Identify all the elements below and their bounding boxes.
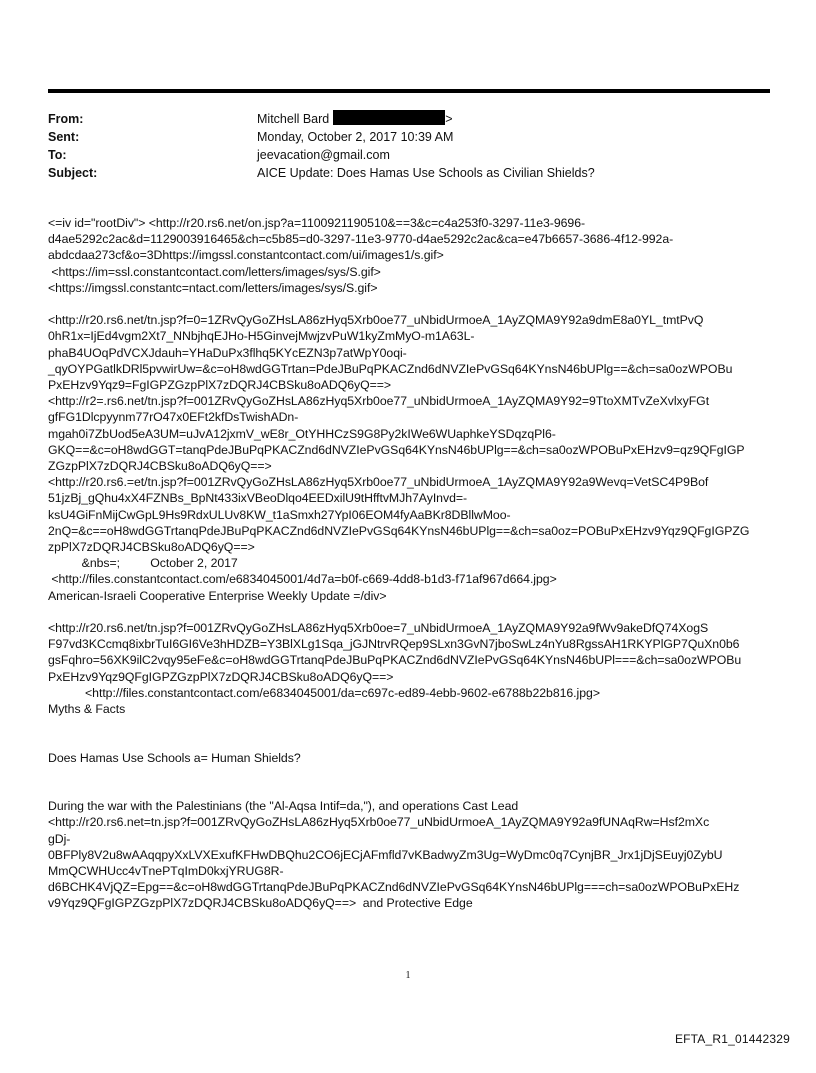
body-line: 0BFPly8V2u8wAAqqpyXxLVXExufKFHwDBQhu2CO6jECjAFmfld7vKBadwyZm3Ug=WyDmc0q7CynjBR_Jrx1jDjSEuyj0ZybU	[48, 847, 723, 862]
redaction-block	[333, 110, 445, 125]
from-label: From:	[48, 112, 84, 126]
to-value: jeevacation@gmail.com	[257, 148, 390, 162]
body-line: v9Yqz9QFgIGPZGzpPlX7zDQRJ4CBSku8oADQ6yQ==> and Protective Edge	[48, 896, 473, 911]
body-line	[48, 766, 770, 782]
body-line: <http://r2=.rs6.net/tn.jsp?f=001ZRvQyGoZHsLA86zHyq5Xrb0oe77_uNbidUrmoeA_1AyZQMA9Y92=9TtoXMTvZeXvlxyFGt	[48, 394, 710, 409]
body-line: zpPlX7zDQRJ4CBSku8oADQ6yQ==>	[48, 540, 255, 555]
header-rule	[48, 89, 770, 93]
body-line: MmQCWHUcc4vTnePTqImD0kxjYRUG8R-	[48, 864, 284, 879]
sent-value: Monday, October 2, 2017 10:39 AM	[257, 130, 454, 144]
body-line: <http://r20.rs6.=et/tn.jsp?f=001ZRvQyGoZHsLA86zHyq5Xrb0oe77_uNbidUrmoeA_1AyZQMA9Y92a9Wevq=VetSC4P9Bof	[48, 475, 709, 490]
bates-number: EFTA_R1_01442329	[674, 1032, 790, 1046]
body-line: &nbs=; October 2, 2017	[48, 556, 238, 571]
body-line: ZGzpPlX7zDQRJ4CBSku8oADQ6yQ==>	[48, 459, 272, 474]
body-line: Does Hamas Use Schools a= Human Shields?	[48, 750, 301, 765]
to-label: To:	[48, 148, 67, 162]
body-line: <http://files.constantcontact.com/e6834045001/da=c697c-ed89-4ebb-9602-e6788b22b816.jpg>	[48, 685, 600, 700]
body-line: gsFqhro=56XK9ilC2vqy95eFe&c=oH8wdGGTrtanqPdeJBuPqPKACZnd6dNVZIePvGSq64KYnsN46bUPl===&ch=sa0ozWPOBu	[48, 653, 742, 668]
body-line: F97vd3KCcmq8ixbrTuI6GI6Ve3hHDZB=Y3BlXLg1Sqa_jGJNtrvRQep9SLxn3GvN7jboSwLz4nYu8RgssAH1RKYPlGP7QuXn0b6	[48, 637, 740, 652]
body-line: phaB4UOqPdVCXJdauh=YHaDuPx3flhq5KYcEZN3p7atWpY0oqi-	[48, 345, 407, 360]
email-body	[48, 215, 770, 912]
body-line: During the war with the Palestinians (the "Al-Aqsa Intif=da,"), and operations Cast Lead	[48, 799, 519, 814]
from-suffix: >	[445, 112, 453, 126]
body-line: Myths & Facts	[48, 702, 126, 717]
body-line	[48, 782, 770, 798]
body-line: abdcdaa273cf&o=3Dhttps://imgssl.constantcontact.com/ui/images1/s.gif>	[48, 248, 444, 263]
body-line: <=iv id="rootDiv"> <http://r20.rs6.net/on.jsp?a=1100921190510&==3&c=c4a253f0-3297-11e3-9696-	[48, 216, 586, 230]
page-number: 1	[405, 970, 411, 981]
body-line	[48, 296, 770, 312]
body-line: <http://r20.rs6.net/tn.jsp?f=0=1ZRvQyGoZHsLA86zHyq5Xrb0oe77_uNbidUrmoeA_1AyZQMA9Y92a9dmE8a0YL_tmtPvQ	[48, 313, 704, 328]
body-line: gfFG1Dlcpyynm77rO47x0EFt2kfDsTwishADn-	[48, 410, 299, 425]
body-line: d6BCHK4VjQZ=Epg==&c=oH8wdGGTrtanqPdeJBuPqPKACZnd6dNVZIePvGSq64KYnsN46bUPlg===ch=sa0ozWPOBuPxEHz	[48, 880, 740, 895]
subject-value: AICE Update: Does Hamas Use Schools as Civilian Shields?	[257, 166, 595, 180]
subject-row	[48, 164, 595, 182]
body-line: GKQ==&c=oH8wdGGT=tanqPdeJBuPqPKACZnd6dNVZIePvGSq64KYnsN46bUPlg==&ch=sa0ozWPOBuPxEHzv9=qz9QFgIGP	[48, 442, 745, 457]
from-value	[257, 110, 453, 128]
body-line: ksU4GiFnMijCwGpL9Hs9RdxULUv8KW_t1aSmxh27YpI06EOM4fyAaBKr8DBllwMoo-	[48, 507, 511, 522]
body-line: gDj-	[48, 831, 71, 846]
body-line: 0hR1x=IjEd4vgm2Xt7_NNbjhqEJHo-H5GinvejMwjzvPuW1kyZmMyO-m1A63L-	[48, 329, 475, 344]
sent-row	[48, 128, 595, 146]
body-line: <http://files.constantcontact.com/e6834045001/4d7a=b0f-c669-4dd8-b1d3-f71af967d664.jpg>	[48, 572, 557, 587]
body-line	[48, 604, 770, 620]
body-line: d4ae5292c2ac&d=1129003916465&ch=c5b85=d0-3297-11e3-9770-d4ae5292c2ac&ca=e47b6657-3686-4f12-992a-	[48, 232, 674, 247]
sent-label: Sent:	[48, 130, 80, 144]
to-row	[48, 146, 595, 164]
body-line: PxEHzv9Yqz9QFgIGPZGzpPlX7zDQRJ4CBSku8oADQ6yQ==>	[48, 669, 394, 684]
body-line: mgah0i7ZbUod5eA3UM=uJvA12jxmV_wE8r_OtYHHCzS9G8Py2kIWe6WUaphkeYSDqzqPl6-	[48, 426, 556, 441]
from-row	[48, 110, 595, 128]
body-line: <https://im=ssl.constantcontact.com/letters/images/sys/S.gif>	[48, 264, 381, 279]
body-line	[48, 717, 770, 733]
body-line: <https://imgssl.constantc=ntact.com/letters/images/sys/S.gif>	[48, 280, 378, 295]
body-line: 2nQ=&c==oH8wdGGTrtanqPdeJBuPqPKACZnd6dNVZIePvGSq64KYnsN46bUPlg==&ch=sa0oz=POBuPxEHzv9Yqz9QFgIGPZG	[48, 523, 750, 538]
email-header	[48, 110, 595, 182]
body-line: <http://r20.rs6.net/tn.jsp?f=001ZRvQyGoZHsLA86zHyq5Xrb0oe=7_uNbidUrmoeA_1AyZQMA9Y92a9fWv9akeDfQ74XogS	[48, 621, 709, 636]
body-line: <http://r20.rs6.net=tn.jsp?f=001ZRvQyGoZHsLA86zHyq5Xrb0oe77_uNbidUrmoeA_1AyZQMA9Y92a9fUNAqRw=Hsf2mXc	[48, 815, 710, 830]
body-line: American-Israeli Cooperative Enterprise Weekly Update =/div>	[48, 588, 387, 603]
body-line: 51jzBj_gQhu4xX4FZNBs_BpNt433ixVBeoDlqo4EEDxilU9tHfftvMJh7AyInvd=-	[48, 491, 468, 506]
body-line: PxEHzv9Yqz9=FgIGPZGzpPlX7zDQRJ4CBSku8oADQ6yQ==>	[48, 378, 392, 393]
sender-name: Mitchell Bard	[257, 112, 330, 126]
body-line: _qyOYPGatlkDRl5pvwirUw=&c=oH8wdGGTrtan=PdeJBuPqPKACZnd6dNVZIePvGSq64KYnsN46bUPlg==&ch=sa0ozWPOBu	[48, 361, 733, 376]
subject-label: Subject:	[48, 166, 98, 180]
body-line	[48, 733, 770, 749]
